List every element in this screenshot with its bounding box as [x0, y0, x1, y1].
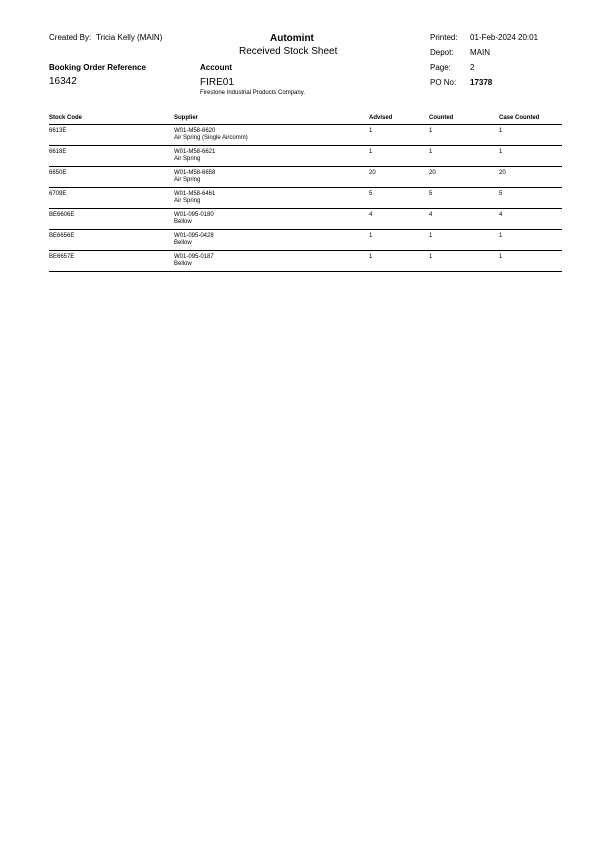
supplier-code: W01-M58-6658 [174, 170, 216, 176]
cell-case-counted: 1 [499, 146, 562, 167]
company-name: Automint [270, 33, 314, 44]
cell-case-counted: 1 [499, 230, 562, 251]
item-description: Air Spring [174, 177, 201, 183]
cell-advised: 20 [369, 167, 429, 188]
booking-label: Booking Order Reference [49, 63, 146, 72]
cell-supplier [174, 188, 369, 209]
table-row [49, 230, 562, 251]
cell-stock-code: BE6606E [49, 209, 174, 230]
printed-label: Printed: [430, 33, 458, 42]
supplier-code: W01-095-0428 [174, 233, 214, 239]
column-header-stock-code: Stock Code [49, 115, 174, 125]
table-row [49, 125, 562, 146]
supplier-code: W01-095-0180 [174, 212, 214, 218]
depot-value: MAIN [470, 48, 490, 57]
cell-case-counted: 1 [499, 125, 562, 146]
cell-supplier [174, 209, 369, 230]
cell-case-counted: 1 [499, 251, 562, 272]
column-header-case-counted: Case Counted [499, 115, 562, 125]
page-value: 2 [470, 63, 475, 72]
supplier-code: W01-095-0187 [174, 254, 214, 260]
item-description: Air Spring (Single Aircomm) [174, 135, 248, 141]
cell-stock-code: BE6656E [49, 230, 174, 251]
cell-case-counted: 4 [499, 209, 562, 230]
cell-stock-code: 6613E [49, 125, 174, 146]
supplier-code: W01-M58-6621 [174, 149, 216, 155]
po-value: 17378 [470, 78, 493, 87]
cell-supplier [174, 167, 369, 188]
printed-value: 01-Feb-2024 20:01 [470, 33, 539, 42]
stock-table [49, 115, 562, 272]
depot-label: Depot: [430, 48, 454, 57]
table-header-row [49, 115, 562, 125]
item-description: Bellow [174, 261, 192, 267]
cell-counted: 20 [429, 167, 499, 188]
cell-advised: 1 [369, 125, 429, 146]
supplier-code: W01-M58-6620 [174, 128, 216, 134]
item-description: Bellow [174, 219, 192, 225]
created-by-label: Created By: [49, 33, 92, 42]
table-row [49, 167, 562, 188]
cell-counted: 5 [429, 188, 499, 209]
column-header-advised: Advised [369, 115, 429, 125]
sheet-title: Received Stock Sheet [239, 46, 338, 57]
table-row [49, 146, 562, 167]
cell-stock-code: 6709E [49, 188, 174, 209]
cell-case-counted: 5 [499, 188, 562, 209]
cell-stock-code: BE6657E [49, 251, 174, 272]
item-description: Bellow [174, 240, 192, 246]
account-name: Firestone Industrial Products Company. [200, 90, 305, 96]
po-label: PO No: [430, 78, 457, 87]
item-description: Air Spring [174, 198, 201, 204]
column-header-supplier: Supplier [174, 115, 369, 125]
cell-advised: 1 [369, 251, 429, 272]
cell-advised: 5 [369, 188, 429, 209]
table-row [49, 188, 562, 209]
cell-advised: 4 [369, 209, 429, 230]
cell-counted: 1 [429, 230, 499, 251]
column-header-counted: Counted [429, 115, 499, 125]
account-code: FIRE01 [200, 77, 234, 88]
cell-advised: 1 [369, 146, 429, 167]
page-label: Page: [430, 63, 451, 72]
table-row [49, 209, 562, 230]
cell-counted: 4 [429, 209, 499, 230]
cell-supplier [174, 230, 369, 251]
item-description: Air Spring [174, 156, 201, 162]
cell-counted: 1 [429, 146, 499, 167]
cell-supplier [174, 251, 369, 272]
cell-counted: 1 [429, 251, 499, 272]
cell-stock-code: 6618E [49, 146, 174, 167]
cell-case-counted: 20 [499, 167, 562, 188]
cell-supplier [174, 146, 369, 167]
supplier-code: W01-M58-6461 [174, 191, 216, 197]
account-label: Account [200, 63, 232, 72]
cell-stock-code: 6650E [49, 167, 174, 188]
cell-advised: 1 [369, 230, 429, 251]
cell-counted: 1 [429, 125, 499, 146]
table-body [49, 125, 562, 272]
table-row [49, 251, 562, 272]
booking-value: 16342 [49, 76, 77, 87]
cell-supplier [174, 125, 369, 146]
created-by-value: Tricia Kelly (MAIN) [96, 33, 163, 42]
